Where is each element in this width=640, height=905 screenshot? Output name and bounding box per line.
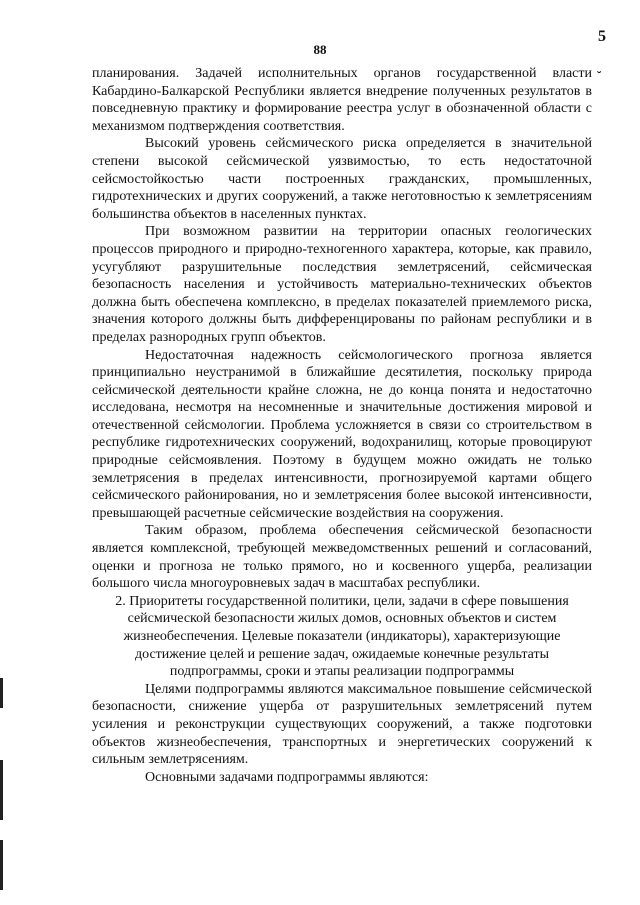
- scan-edge-line: [0, 760, 3, 820]
- page-number: 88: [313, 42, 327, 57]
- paragraph: Основными задачами подпрограммы являются:: [145, 769, 429, 785]
- paragraph: При возможном развитии на территории опасных геологических процессов природного и природно-техногенного характера, которые, как правило, усугубляют разрушительные последствия землетрясений, сейсмическая безопасность населения и устойчивость материально-технических объектов должна быть обеспечена комплексно, в пределах показателей приемлемого риска, значения которого должны быть дифференцированы по районам республики и в пределах разнородных групп объектов.: [92, 224, 592, 345]
- scan-edge-line: [0, 840, 3, 890]
- section-heading: 2. Приоритеты государственной политики, цели, задачи в сфере повышения сейсмической безопасности жилых домов, основных объектов и систем жизнеобеспечения. Целевые показатели (индикаторы), характеризующие достижение целей и решение задач, ожидаемые конечные результаты подпрограммы, сроки и этапы реализации подпрограммы: [115, 593, 569, 680]
- scan-edge-line: [0, 678, 3, 708]
- corner-mark: 5: [598, 28, 606, 45]
- paragraph: Высокий уровень сейсмического риска определяется в значительной степени высокой сейсмической уязвимостью, то есть недостаточной сейсмостойкостью части построенных гражданских, промышленных, гидротехнических и других сооружений, а также неготовностью к землетрясениям большинства объектов в населенных пунктах.: [92, 136, 592, 222]
- document-body: [92, 65, 592, 786]
- paragraph: планирования. Задачей исполнительных органов государственной власти Кабардино-Балкарской Республики является внедрение полученных результатов в повседневную практику и формирование реестра услуг в обозначенной области с механизмом подтверждения соответствия.: [92, 66, 592, 134]
- paragraph: Недостаточная надежность сейсмологического прогноза является принципиально неустранимой в ближайшие десятилетия, поскольку природа сейсмической деятельности крайне сложна, не до конца понята и недостаточно исследована, несмотря на несомненные и значительные достижения мировой и отечественной сейсмологии. Проблема усложняется в связи со строительством в республике гидротехнических сооружений, водохранилищ, которые провоцируют природные сейсмоявления. Поэтому в будущем можно ожидать не только землетрясения в пределах интенсивности, прогнозируемой картами общего сейсмического районирования, но и землетрясения более высокой интенсивности, превышающей расчетные сейсмические воздействия на сооружения.: [92, 347, 592, 521]
- margin-mark: ˘: [597, 68, 602, 83]
- paragraph: Целями подпрограммы являются максимальное повышение сейсмической безопасности, снижение ущерба от разрушительных землетрясений путем усиления и реконструкции существующих сооружений, а также подготовки объектов жизнеобеспечения, транспортных и энергетических сооружений к сильным землетрясениям.: [92, 681, 592, 768]
- paragraph: Таким образом, проблема обеспечения сейсмической безопасности является комплексной, требующей межведомственных решений и согласований, оценки и прогноза не только прямого, но и косвенного ущерба, реализации большого числа многоуровневых задач в масштабах республики.: [92, 523, 592, 592]
